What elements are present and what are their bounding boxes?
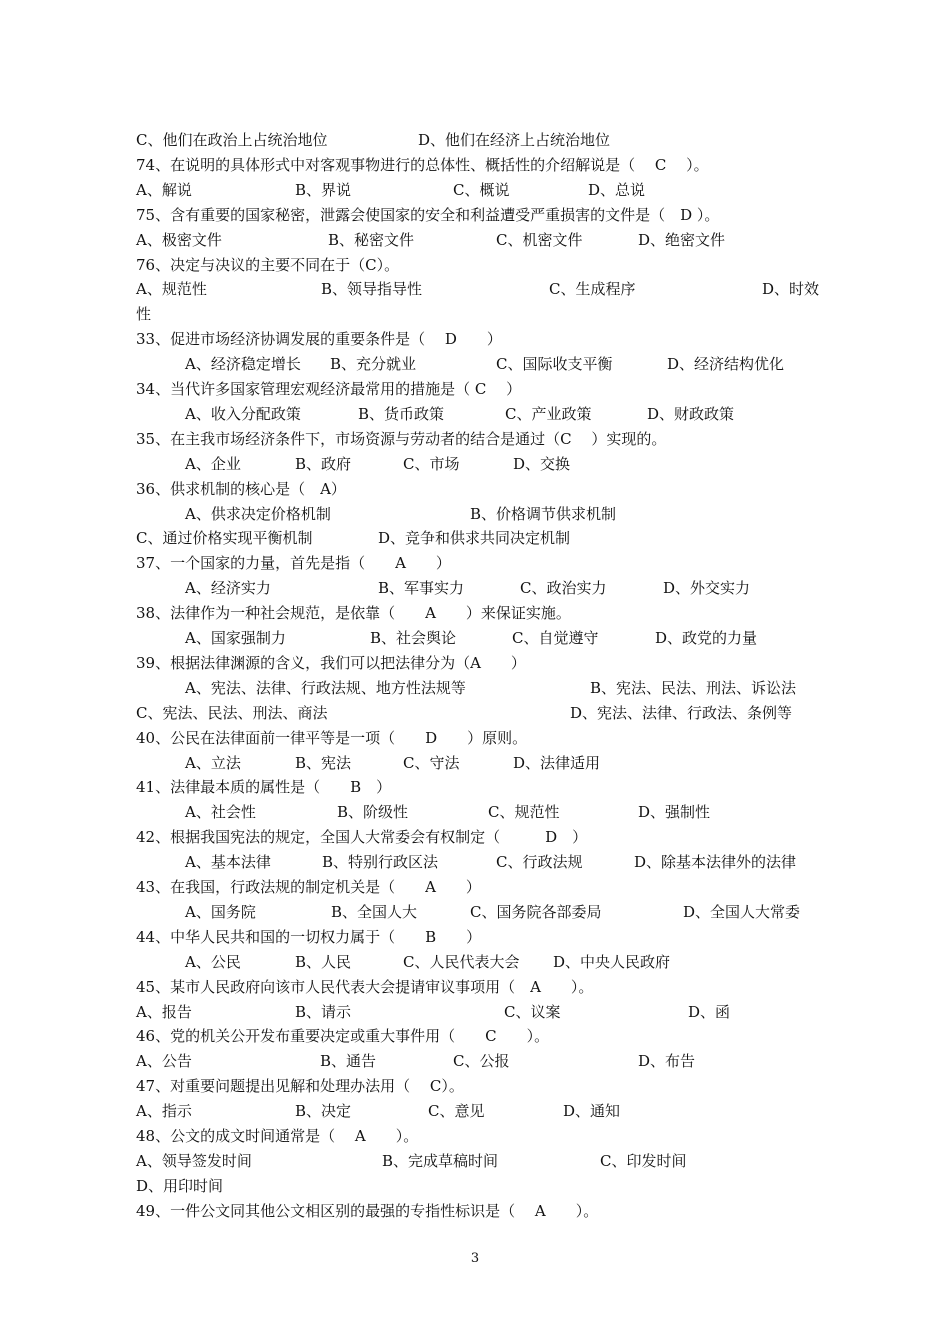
option-text: C、国际收支平衡 [496, 355, 613, 374]
question-text: 49、一件公文同其他公文相区别的最强的专指性标识是（ A ）。 [136, 1201, 599, 1220]
option-text: D、强制性 [638, 803, 711, 822]
question-text: 43、在我国，行政法规的制定机关是（ A ） [136, 878, 481, 896]
option-text: C、行政法规 [496, 853, 583, 872]
option-text: A、规范性 [136, 280, 207, 299]
option-text: C、市场 [403, 454, 460, 473]
question-text: 34、当代许多国家管理宏观经济最常用的措施是（ C ） [136, 380, 522, 398]
option-text: B、军事实力 [378, 579, 465, 598]
option-text: D、宪法、法律、行政法、条例等 [570, 703, 793, 722]
option-text: D、经济结构优化 [667, 355, 785, 374]
option-text: B、社会舆论 [370, 629, 457, 647]
question-text: 33、促进市场经济协调发展的重要条件是（ D ） [136, 330, 502, 349]
question-text: 35、在主我市场经济条件下，市场资源与劳动者的结合是通过（C ）实现的。 [136, 429, 667, 448]
option-text: A、公民 [185, 952, 241, 971]
option-text: D、交换 [513, 454, 571, 473]
option-text: B、货币政策 [358, 404, 445, 423]
option-text: B、界说 [295, 180, 352, 199]
option-text: A、解说 [136, 180, 192, 199]
option-text: D、外交实力 [663, 579, 751, 598]
option-text: B、完成草稿时间 [382, 1151, 499, 1170]
option-text: D、绝密文件 [638, 230, 726, 249]
option-text: A、领导签发时间 [136, 1151, 252, 1170]
option-text: C、印发时间 [600, 1151, 687, 1170]
option-text: C、规范性 [488, 803, 560, 822]
question-text: 性 [136, 305, 152, 324]
page-number: 3 [470, 1251, 480, 1266]
option-text: D、他们在经济上占统治地位 [418, 131, 611, 149]
option-text: D、除基本法律外的法律 [634, 853, 797, 872]
option-text: A、基本法律 [185, 853, 271, 872]
question-text: 47、对重要问题提出见解和处理办法用（ C）。 [136, 1077, 464, 1096]
option-text: C、公报 [453, 1052, 510, 1071]
question-text: 74、在说明的具体形式中对客观事物进行的总体性、概括性的介绍解说是（ C ）。 [136, 155, 709, 174]
option-text: A、国务院 [185, 902, 256, 921]
option-text: A、立法 [185, 753, 241, 772]
option-text: C、议案 [504, 1002, 561, 1021]
question-text: 46、党的机关公开发布重要决定或重大事件用（ C ）。 [136, 1027, 550, 1046]
option-text: C、机密文件 [496, 230, 583, 249]
question-text: 48、公文的成文时间通常是（ A ）。 [136, 1127, 419, 1145]
option-text: D、财政政策 [647, 404, 735, 423]
question-text: 40、公民在法律面前一律平等是一项（ D ）原则。 [136, 728, 528, 747]
option-text: A、供求决定价格机制 [185, 504, 331, 523]
option-text: D、通知 [563, 1102, 621, 1121]
question-text: 75、含有重要的国家秘密，泄露会使国家的安全和利益遭受严重损害的文件是（ D ）。 [136, 205, 720, 224]
option-text: B、充分就业 [330, 355, 417, 374]
option-text: C、他们在政治上占统治地位 [136, 131, 328, 149]
question-text: 42、根据我国宪法的规定，全国人大常委会有权制定（ D ） [136, 828, 588, 847]
question-text: 36、供求机制的核心是（ A） [136, 479, 346, 498]
question-text: 38、法律作为一种社会规范，是依靠（ A ）来保证实施。 [136, 604, 571, 623]
option-text: A、社会性 [185, 803, 256, 822]
option-text: C、概说 [453, 180, 510, 199]
option-text: D、中央人民政府 [553, 952, 671, 971]
option-text: A、国家强制力 [185, 629, 286, 647]
option-text: C、产业政策 [505, 404, 592, 423]
option-text: B、特别行政区法 [322, 853, 439, 872]
option-text: D、时效 [762, 280, 820, 299]
question-text: 37、一个国家的力量，首先是指（ A ） [136, 554, 451, 573]
option-text: D、政党的力量 [655, 629, 758, 647]
option-text: D、法律适用 [513, 753, 601, 772]
option-text: A、指示 [136, 1102, 192, 1121]
option-text: B、领导指导性 [321, 280, 423, 299]
option-text: A、经济实力 [185, 579, 271, 598]
option-text: C、守法 [403, 753, 460, 772]
option-text: A、公告 [136, 1052, 192, 1071]
option-text: B、人民 [295, 952, 352, 971]
option-text: A、企业 [185, 454, 241, 473]
option-text: A、经济稳定增长 [185, 355, 301, 374]
option-text: D、布告 [638, 1052, 696, 1071]
question-text: D、用印时间 [136, 1176, 224, 1195]
option-text: B、请示 [295, 1002, 352, 1021]
question-text: 39、根据法律渊源的含义，我们可以把法律分为（A ） [136, 653, 526, 672]
option-text: B、通告 [320, 1052, 377, 1071]
option-text: B、宪法 [295, 753, 352, 772]
option-text: B、政府 [295, 454, 352, 473]
option-text: A、收入分配政策 [185, 404, 301, 423]
option-text: D、全国人大常委 [683, 902, 801, 921]
option-text: B、价格调节供求机制 [470, 504, 617, 523]
option-text: D、函 [688, 1002, 731, 1021]
option-text: B、决定 [295, 1102, 352, 1121]
option-text: C、自觉遵守 [512, 629, 599, 647]
question-text: 76、决定与决议的主要不同在于（C）。 [136, 255, 400, 274]
option-text: C、通过价格实现平衡机制 [136, 529, 313, 548]
option-text: C、意见 [428, 1102, 485, 1121]
option-text: A、报告 [136, 1002, 192, 1021]
option-text: D、总说 [588, 180, 646, 199]
option-text: B、全国人大 [331, 902, 418, 921]
question-text: 44、中华人民共和国的一切权力属于（ B ） [136, 927, 482, 946]
option-text: A、宪法、法律、行政法规、地方性法规等 [185, 678, 466, 697]
option-text: C、人民代表大会 [403, 952, 520, 971]
option-text: D、竞争和供求共同决定机制 [378, 529, 571, 548]
question-text: 41、法律最本质的属性是（ B ） [136, 778, 392, 797]
option-text: C、国务院各部委局 [470, 902, 602, 921]
option-text: B、宪法、民法、刑法、诉讼法 [590, 678, 797, 697]
option-text: C、宪法、民法、刑法、商法 [136, 703, 328, 722]
option-text: C、政治实力 [520, 579, 607, 598]
option-text: B、秘密文件 [328, 230, 415, 249]
option-text: C、生成程序 [549, 280, 636, 299]
option-text: A、极密文件 [136, 230, 222, 249]
option-text: B、阶级性 [337, 803, 409, 822]
question-text: 45、某市人民政府向该市人民代表大会提请审议事项用（ A ）。 [136, 977, 594, 996]
